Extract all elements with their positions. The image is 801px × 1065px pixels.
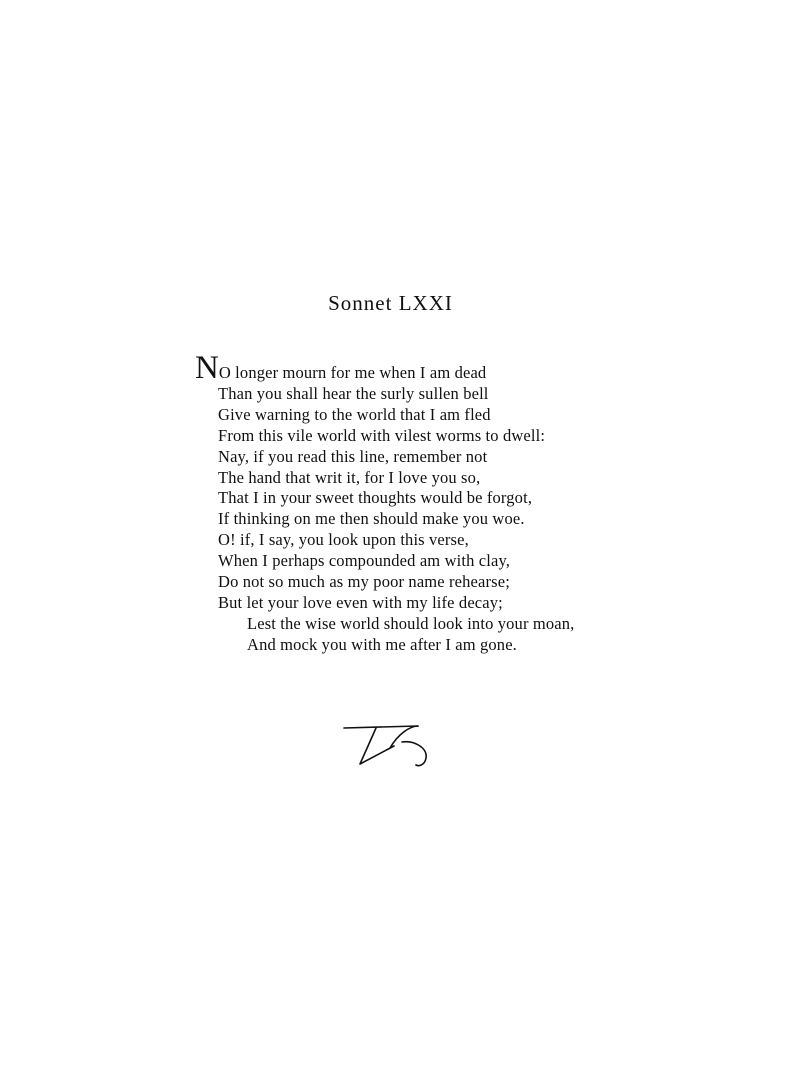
poem-line-8: If thinking on me then should make you woe. — [218, 509, 525, 529]
poem-line-11: Do not so much as my poor name rehearse; — [218, 572, 510, 592]
poem-line-1 — [195, 350, 574, 386]
poem-line-14: And mock you with me after I am gone. — [247, 634, 517, 654]
poem-line-3: Give warning to the world that I am fled — [218, 404, 491, 424]
poem-line-6: The hand that writ it, for I love you so, — [218, 467, 481, 487]
poem-line-7: That I in your sweet thoughts would be forgot, — [218, 488, 533, 508]
poem-line-12: But let your love even with my life decay; — [218, 592, 503, 612]
poem-line-4: From this vile world with vilest worms to dwell: — [218, 425, 546, 445]
poem-line-10: When I perhaps compounded am with clay, — [218, 551, 511, 571]
poem-body — [195, 350, 575, 656]
poem-line-2: Than you shall hear the surly sullen bell — [218, 383, 489, 403]
handwritten-signature-icon — [340, 718, 434, 770]
first-line-text: O longer mourn for me when I am dead — [218, 363, 487, 382]
poem-line-5: Nay, if you read this line, remember not — [218, 446, 488, 466]
poem-line-13: Lest the wise world should look into your moan, — [247, 613, 575, 633]
poem-line-9: O! if, I say, you look upon this verse, — [218, 530, 469, 550]
poem-title: Sonnet LXXI — [328, 291, 453, 315]
drop-cap: N — [195, 350, 219, 386]
